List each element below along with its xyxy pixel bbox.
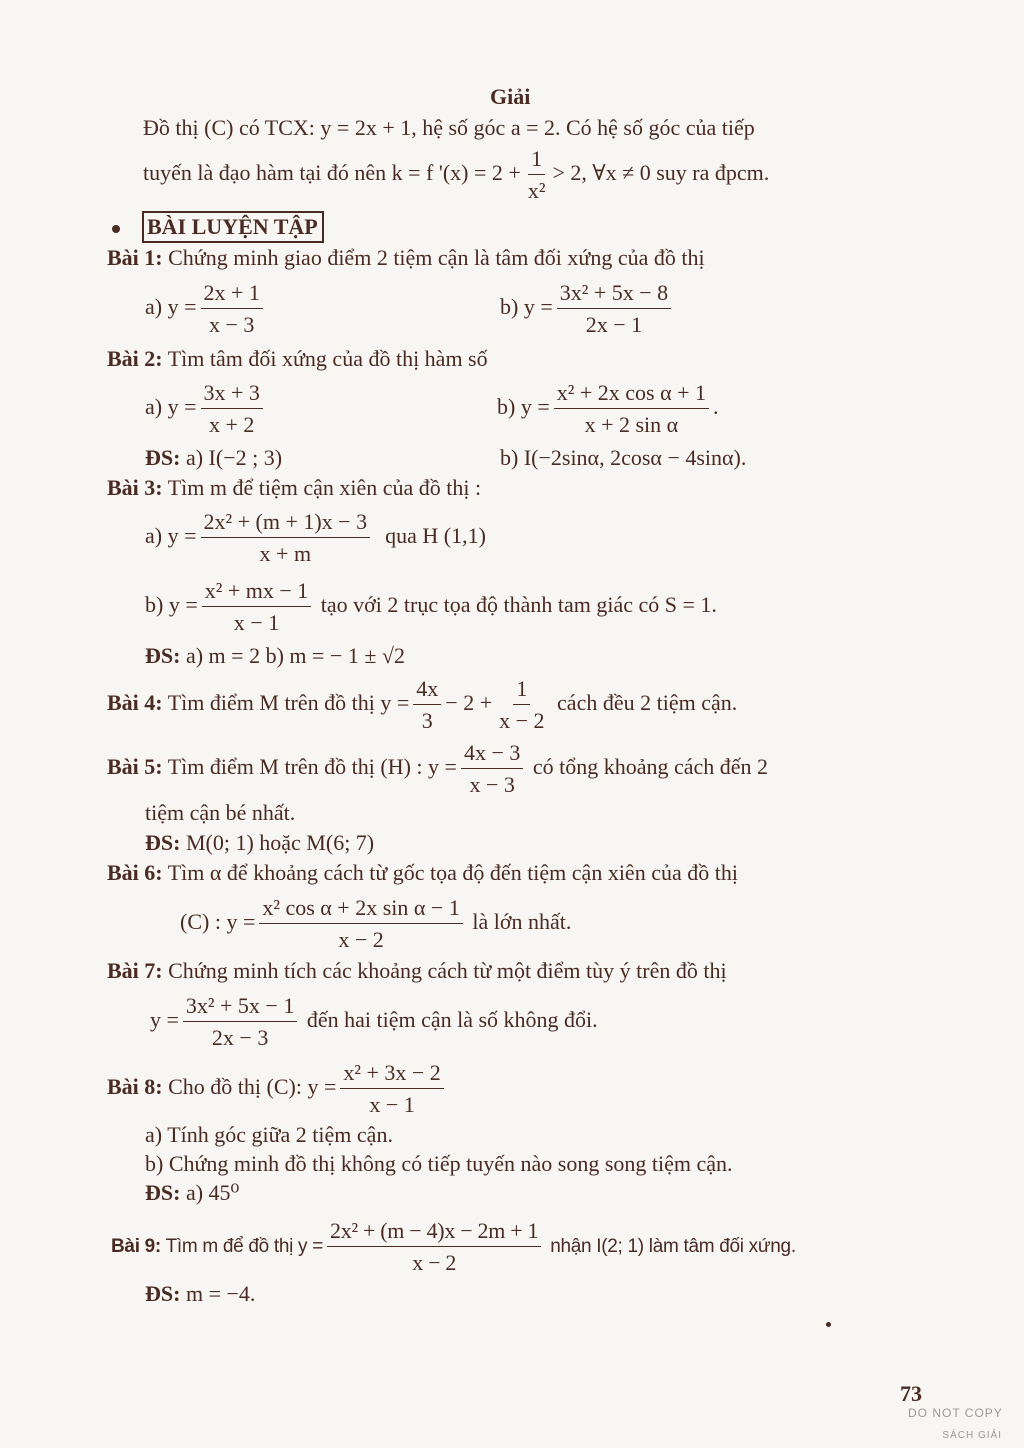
exercise-text: Tìm điểm M trên đồ thị y = [167, 689, 410, 715]
formula-prefix: a) y = [145, 293, 197, 319]
fraction-numerator: 4x [413, 676, 441, 705]
exercise-8-part-b: b) Chứng minh đồ thị không có tiếp tuyến nào song song tiệm cận. [145, 1151, 733, 1176]
formula-fraction [201, 509, 371, 567]
fraction-denominator: x² [527, 178, 546, 204]
exercise-1-part-b [500, 280, 675, 338]
fraction-denominator: x − 2 [499, 708, 545, 734]
answer-a: a) I(−2 ; 3) [185, 445, 283, 470]
exercise-1-part-a [145, 280, 267, 338]
exercise-1-statement [107, 247, 705, 269]
exercise-2-answer-b: b) I(−2sinα, 2cosα − 4sinα). [500, 445, 747, 470]
exercise-4-statement [107, 676, 737, 734]
formula-fraction [259, 895, 462, 953]
answer-label: ĐS: [145, 1281, 181, 1306]
exercise-label: Bài 3: [107, 475, 163, 500]
formula-suffix: tạo với 2 trục tọa độ thành tam giác có S = 1. [320, 591, 717, 617]
exercise-label: Bài 7: [107, 958, 163, 983]
fraction-numerator: x² + mx − 1 [202, 578, 312, 607]
fraction-denominator: x − 1 [369, 1092, 415, 1118]
formula-fraction [201, 280, 263, 338]
exercise-text: Tìm điểm M trên đồ thị (H) : y = [167, 753, 457, 779]
stray-dot [826, 1322, 831, 1327]
fraction-numerator: 2x + 1 [201, 280, 263, 309]
exercise-3-statement [107, 477, 481, 499]
watermark-logo [908, 1398, 1012, 1442]
answer-text: a) m = 2 b) m = − 1 ± √2 [185, 643, 405, 668]
section-title: BÀI LUYỆN TẬP [142, 211, 324, 243]
formula-suffix: là lớn nhất. [472, 908, 572, 934]
exercise-text: Tìm tâm đối xứng của đồ thị hàm số [167, 346, 488, 371]
answer-label: ĐS: [145, 445, 181, 470]
fraction-denominator: 2x − 1 [585, 312, 643, 338]
fraction-denominator: x + m [259, 541, 312, 567]
formula-prefix: (C) : y = [180, 908, 256, 934]
fraction-denominator: 3 [421, 708, 433, 734]
page-number: 73 [900, 1381, 922, 1406]
answer-label: ĐS: [145, 830, 181, 855]
solution-line-2 [143, 146, 769, 204]
fraction-denominator: x − 3 [209, 312, 255, 338]
fraction-numerator: x² + 3x − 2 [340, 1060, 443, 1089]
exercise-label: Bài 6: [107, 860, 163, 885]
exercise-3-answer [145, 645, 405, 667]
fraction-numerator: 1 [513, 676, 530, 705]
exercise-6-formula [180, 895, 571, 953]
exercise-8-answer [145, 1182, 239, 1204]
formula-fraction [183, 993, 297, 1051]
formula-prefix: a) y = [145, 522, 197, 548]
exercise-5-answer [145, 832, 374, 854]
formula-suffix: đến hai tiệm cận là số không đổi. [306, 1006, 598, 1032]
exercise-label: Bài 4: [107, 689, 163, 715]
formula-suffix: có tổng khoảng cách đến 2 [532, 753, 769, 779]
exercise-2-statement [107, 348, 488, 370]
exercise-text: Chứng minh tích các khoảng cách từ một điểm tùy ý trên đồ thị [168, 958, 727, 983]
exercise-2-answer [145, 447, 282, 469]
formula-fraction [554, 380, 709, 438]
exercise-label: Bài 5: [107, 753, 163, 779]
solution-title: Giải [490, 84, 531, 109]
formula-fraction [201, 380, 263, 438]
section-header [112, 216, 324, 238]
fraction-numerator: 3x² + 5x − 8 [557, 280, 671, 309]
answer-label: ĐS: [145, 1180, 181, 1205]
solution-text-end: > 2, ∀x ≠ 0 suy ra đpcm. [552, 159, 770, 185]
formula-fraction [413, 676, 441, 734]
exercise-label: Bài 8: [107, 1073, 163, 1099]
exercise-text: Cho đồ thị (C): y = [168, 1073, 337, 1099]
answer-label: ĐS: [145, 643, 181, 668]
exercise-text: Chứng minh giao điểm 2 tiệm cận là tâm đối xứng của đồ thị [168, 245, 705, 270]
exercise-3-part-a [145, 509, 486, 567]
exercise-5-statement [107, 740, 768, 798]
fraction-numerator: 3x + 3 [201, 380, 263, 409]
formula-fraction [340, 1060, 443, 1118]
fraction-numerator: 2x² + (m − 4)x − 2m + 1 [327, 1218, 541, 1247]
fraction-denominator: x − 1 [233, 610, 280, 636]
fraction-denominator: x + 2 sin α [584, 412, 679, 438]
solution-line-1: Đồ thị (C) có TCX: y = 2x + 1, hệ số góc a = 2. Có hệ số góc của tiếp [143, 115, 755, 140]
exercise-8-part-a: a) Tính góc giữa 2 tiệm cận. [145, 1122, 393, 1147]
formula-fraction [461, 740, 523, 798]
formula-fraction [557, 280, 671, 338]
fraction-numerator: x² cos α + 2x sin α − 1 [259, 895, 462, 924]
answer-text: m = −4. [185, 1281, 256, 1306]
formula-fraction [327, 1218, 541, 1276]
answer-text: a) 45⁰ [185, 1180, 240, 1205]
formula-prefix: b) y = [500, 293, 553, 319]
fraction-denominator: x − 2 [338, 927, 384, 953]
exercise-2-part-a [145, 380, 267, 438]
exercise-label: Bài 9: [111, 1235, 161, 1257]
formula-suffix: qua H (1,1) [385, 522, 486, 548]
exercise-text: Tìm m để đồ thị y = [165, 1235, 324, 1257]
formula-prefix: b) y = [145, 591, 198, 617]
fraction-numerator: 1 [528, 146, 545, 175]
formula-suffix: . [713, 393, 719, 419]
exercise-text: Tìm α để khoảng cách từ gốc tọa độ đến tiệm cận xiên của đồ thị [167, 860, 738, 885]
exercise-3-part-b [145, 578, 717, 636]
bullet-icon [112, 225, 120, 233]
fraction-numerator: x² + 2x cos α + 1 [554, 380, 709, 409]
fraction-denominator: x + 2 [209, 412, 255, 438]
watermark-sub: SÁCH GIẢI [942, 1430, 1002, 1441]
fraction-denominator: x − 3 [469, 772, 515, 798]
exercise-label: Bài 2: [107, 346, 163, 371]
fraction-numerator: 4x − 3 [461, 740, 523, 769]
watermark-main: DO NOT COPY [908, 1406, 1003, 1420]
formula-prefix: y = [150, 1006, 179, 1032]
solution-fraction [525, 146, 549, 204]
exercise-5-line-2: tiệm cận bé nhất. [145, 800, 296, 825]
exercise-7-formula [150, 993, 598, 1051]
formula-fraction [202, 578, 312, 636]
exercise-8-statement [107, 1060, 448, 1118]
fraction-numerator: 2x² + (m + 1)x − 3 [201, 509, 371, 538]
exercise-2-part-b [497, 380, 719, 438]
exercise-9-answer [145, 1283, 255, 1305]
formula-suffix: nhận I(2; 1) làm tâm đối xứng. [550, 1235, 796, 1257]
answer-text: M(0; 1) hoặc M(6; 7) [185, 830, 375, 855]
fraction-denominator: x − 2 [412, 1250, 457, 1276]
fraction-denominator: 2x − 3 [211, 1025, 269, 1051]
formula-middle: − 2 + [445, 689, 493, 715]
formula-prefix: a) y = [145, 393, 197, 419]
exercise-text: Tìm m để tiệm cận xiên của đồ thị : [167, 475, 482, 500]
exercise-7-statement [107, 960, 727, 982]
solution-text: tuyến là đạo hàm tại đó nên k = f '(x) = 2 + [143, 159, 521, 185]
fraction-numerator: 3x² + 5x − 1 [183, 993, 297, 1022]
formula-suffix: cách đều 2 tiệm cận. [557, 689, 738, 715]
exercise-label: Bài 1: [107, 245, 163, 270]
exercise-6-statement [107, 862, 738, 884]
formula-fraction-2 [496, 676, 547, 734]
exercise-9-statement [111, 1218, 796, 1276]
formula-prefix: b) y = [497, 393, 550, 419]
